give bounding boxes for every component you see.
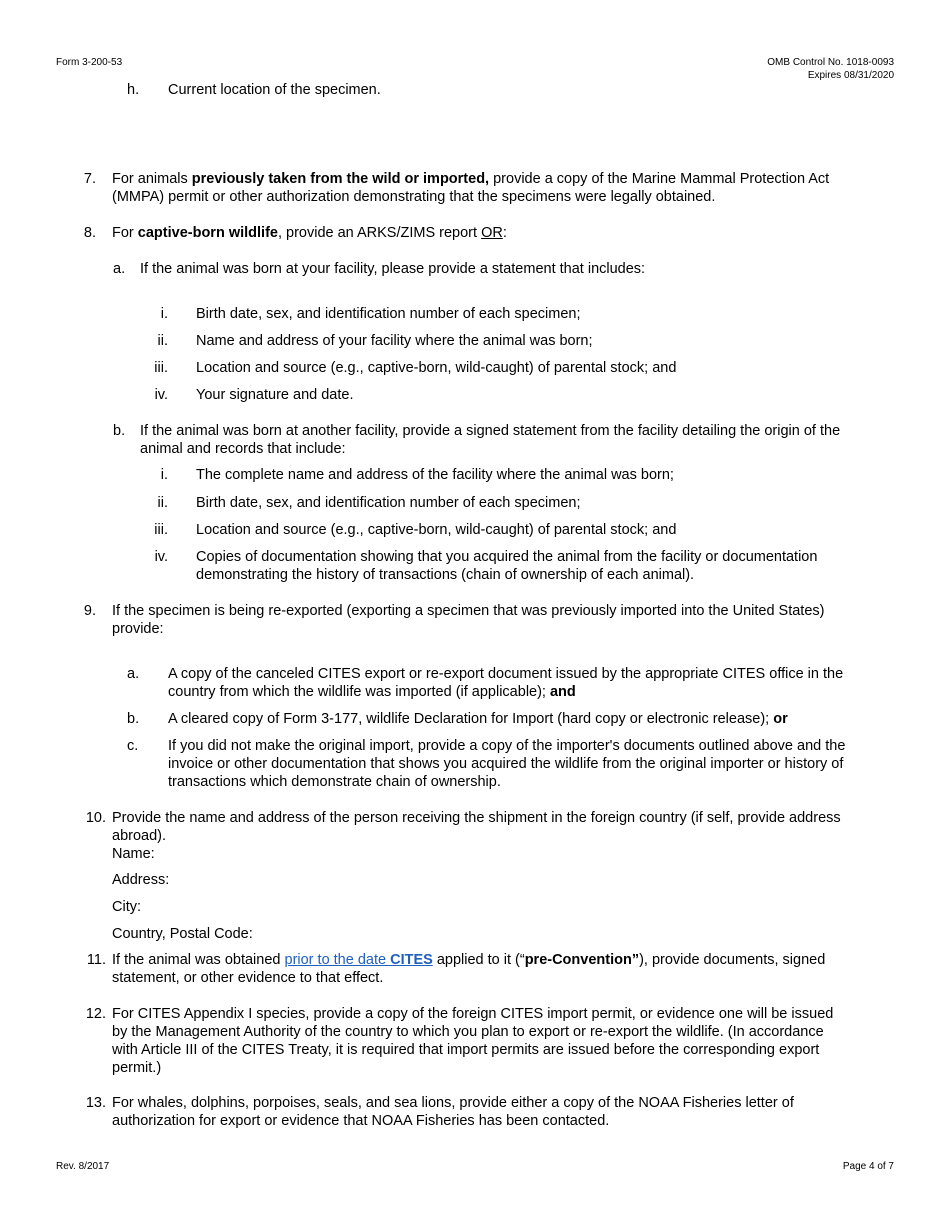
item-12-line2: by the Management Authority of the country to which you plan to export or re-export the wildlife. (In accordance xyxy=(112,1024,824,1040)
item-10-line2: abroad). xyxy=(112,828,167,844)
pre-convention-link[interactable]: prior to the date CITES xyxy=(284,952,433,968)
item-9a-line1: A copy of the canceled CITES export or re-export document issued by the appropriate CITES office in the xyxy=(168,666,844,682)
item-9c-marker: c. xyxy=(127,738,139,754)
list-item-marker: iii. xyxy=(154,360,168,376)
item-11-line2: statement, or other evidence to that effect. xyxy=(112,970,384,986)
item-8-number: 8. xyxy=(83,225,96,241)
item-9-line2: provide: xyxy=(112,621,164,637)
omb-control-number: OMB Control No. 1018-0093 xyxy=(767,57,894,68)
list-item: The complete name and address of the facility where the animal was born; xyxy=(196,467,674,483)
list-item: Birth date, sex, and identification number of each specimen; xyxy=(196,306,581,322)
item-9a-line2: country from which the wildlife was imported (if applicable); and xyxy=(168,684,576,700)
item-h-marker: h. xyxy=(127,82,140,98)
item-9-line1: If the specimen is being re-exported (exporting a specimen that was previously imported into the United States) xyxy=(112,603,825,619)
item-8b-marker: b. xyxy=(113,423,126,439)
item-12-number: 12. xyxy=(85,1006,106,1022)
item-9c-line3: transactions which demonstrate chain of ownership. xyxy=(168,774,501,790)
item-7-line2: (MMPA) permit or other authorization demonstrating that the specimens were legally obtained. xyxy=(112,189,716,205)
list-item-marker: i. xyxy=(160,306,168,322)
address-label: Address: xyxy=(112,872,170,888)
name-label: Name: xyxy=(112,846,155,862)
country-postal-code-label: Country, Postal Code: xyxy=(112,926,253,942)
list-item-marker: iii. xyxy=(154,522,168,538)
page-number: Page 4 of 7 xyxy=(842,1161,894,1172)
list-item-marker: i. xyxy=(160,467,168,483)
item-10-number: 10. xyxy=(85,810,106,826)
city-label: City: xyxy=(112,899,141,915)
expiration-date: Expires 08/31/2020 xyxy=(807,70,894,81)
item-h-text: Current location of the specimen. xyxy=(168,82,381,98)
revision-date: Rev. 8/2017 xyxy=(56,1161,110,1172)
list-item-marker: iv. xyxy=(154,387,168,403)
item-9b-text: A cleared copy of Form 3-177, wildlife Declaration for Import (hard copy or electronic release); or xyxy=(168,711,788,727)
list-item-marker: iv. xyxy=(154,549,168,565)
item-8-text: For captive-born wildlife, provide an ARKS/ZIMS report OR: xyxy=(112,225,507,241)
item-9-number: 9. xyxy=(83,603,96,619)
item-9a-marker: a. xyxy=(127,666,140,682)
list-item-continuation: demonstrating the history of transactions (chain of ownership of each animal). xyxy=(196,567,695,583)
list-item-marker: ii. xyxy=(157,495,168,511)
item-13-line1: For whales, dolphins, porpoises, seals, and sea lions, provide either a copy of the NOAA Fisheries letter of xyxy=(112,1095,794,1111)
item-7-line1: For animals previously taken from the wild or imported, provide a copy of the Marine Mammal Protection Act xyxy=(112,171,830,187)
item-8a-text: If the animal was born at your facility, please provide a statement that includes: xyxy=(140,261,646,277)
list-item: Copies of documentation showing that you acquired the animal from the facility or documentation xyxy=(196,549,818,565)
list-item: Name and address of your facility where the animal was born; xyxy=(196,333,593,349)
item-12-line4: permit.) xyxy=(112,1060,162,1076)
item-9b-marker: b. xyxy=(127,711,140,727)
item-9c-line1: If you did not make the original import, provide a copy of the importer's documents outlined above and the xyxy=(168,738,846,754)
list-item: Location and source (e.g., captive-born, wild-caught) of parental stock; and xyxy=(196,360,677,376)
item-7-number: 7. xyxy=(83,171,96,187)
item-13-number: 13. xyxy=(85,1095,106,1111)
item-10-line1: Provide the name and address of the person receiving the shipment in the foreign country (if self, provide address xyxy=(112,810,841,826)
list-item-marker: ii. xyxy=(157,333,168,349)
form-number: Form 3-200-53 xyxy=(56,57,123,68)
item-11-line1: If the animal was obtained prior to the date CITES applied to it (“pre-Convention”), provide documents, signed xyxy=(112,952,826,968)
list-item: Your signature and date. xyxy=(196,387,354,403)
item-12-line1: For CITES Appendix I species, provide a copy of the foreign CITES import permit, or evidence one will be issued xyxy=(112,1006,834,1022)
item-11-number: 11. xyxy=(86,952,106,968)
item-8a-marker: a. xyxy=(113,261,126,277)
item-8b-line1: If the animal was born at another facility, provide a signed statement from the facility detailing the origin of the xyxy=(140,423,841,439)
item-9c-line2: invoice or other documentation that shows you acquired the wildlife from the original importer or history of xyxy=(168,756,844,772)
list-item: Location and source (e.g., captive-born, wild-caught) of parental stock; and xyxy=(196,522,677,538)
item-13-line2: authorization for export or evidence that NOAA Fisheries has been contacted. xyxy=(112,1113,610,1129)
list-item: Birth date, sex, and identification number of each specimen; xyxy=(196,495,581,511)
item-8b-line2: animal and records that include: xyxy=(140,441,346,457)
item-12-line3: with Article III of the CITES Treaty, it is required that import permits are issued before the corresponding export xyxy=(112,1042,820,1058)
